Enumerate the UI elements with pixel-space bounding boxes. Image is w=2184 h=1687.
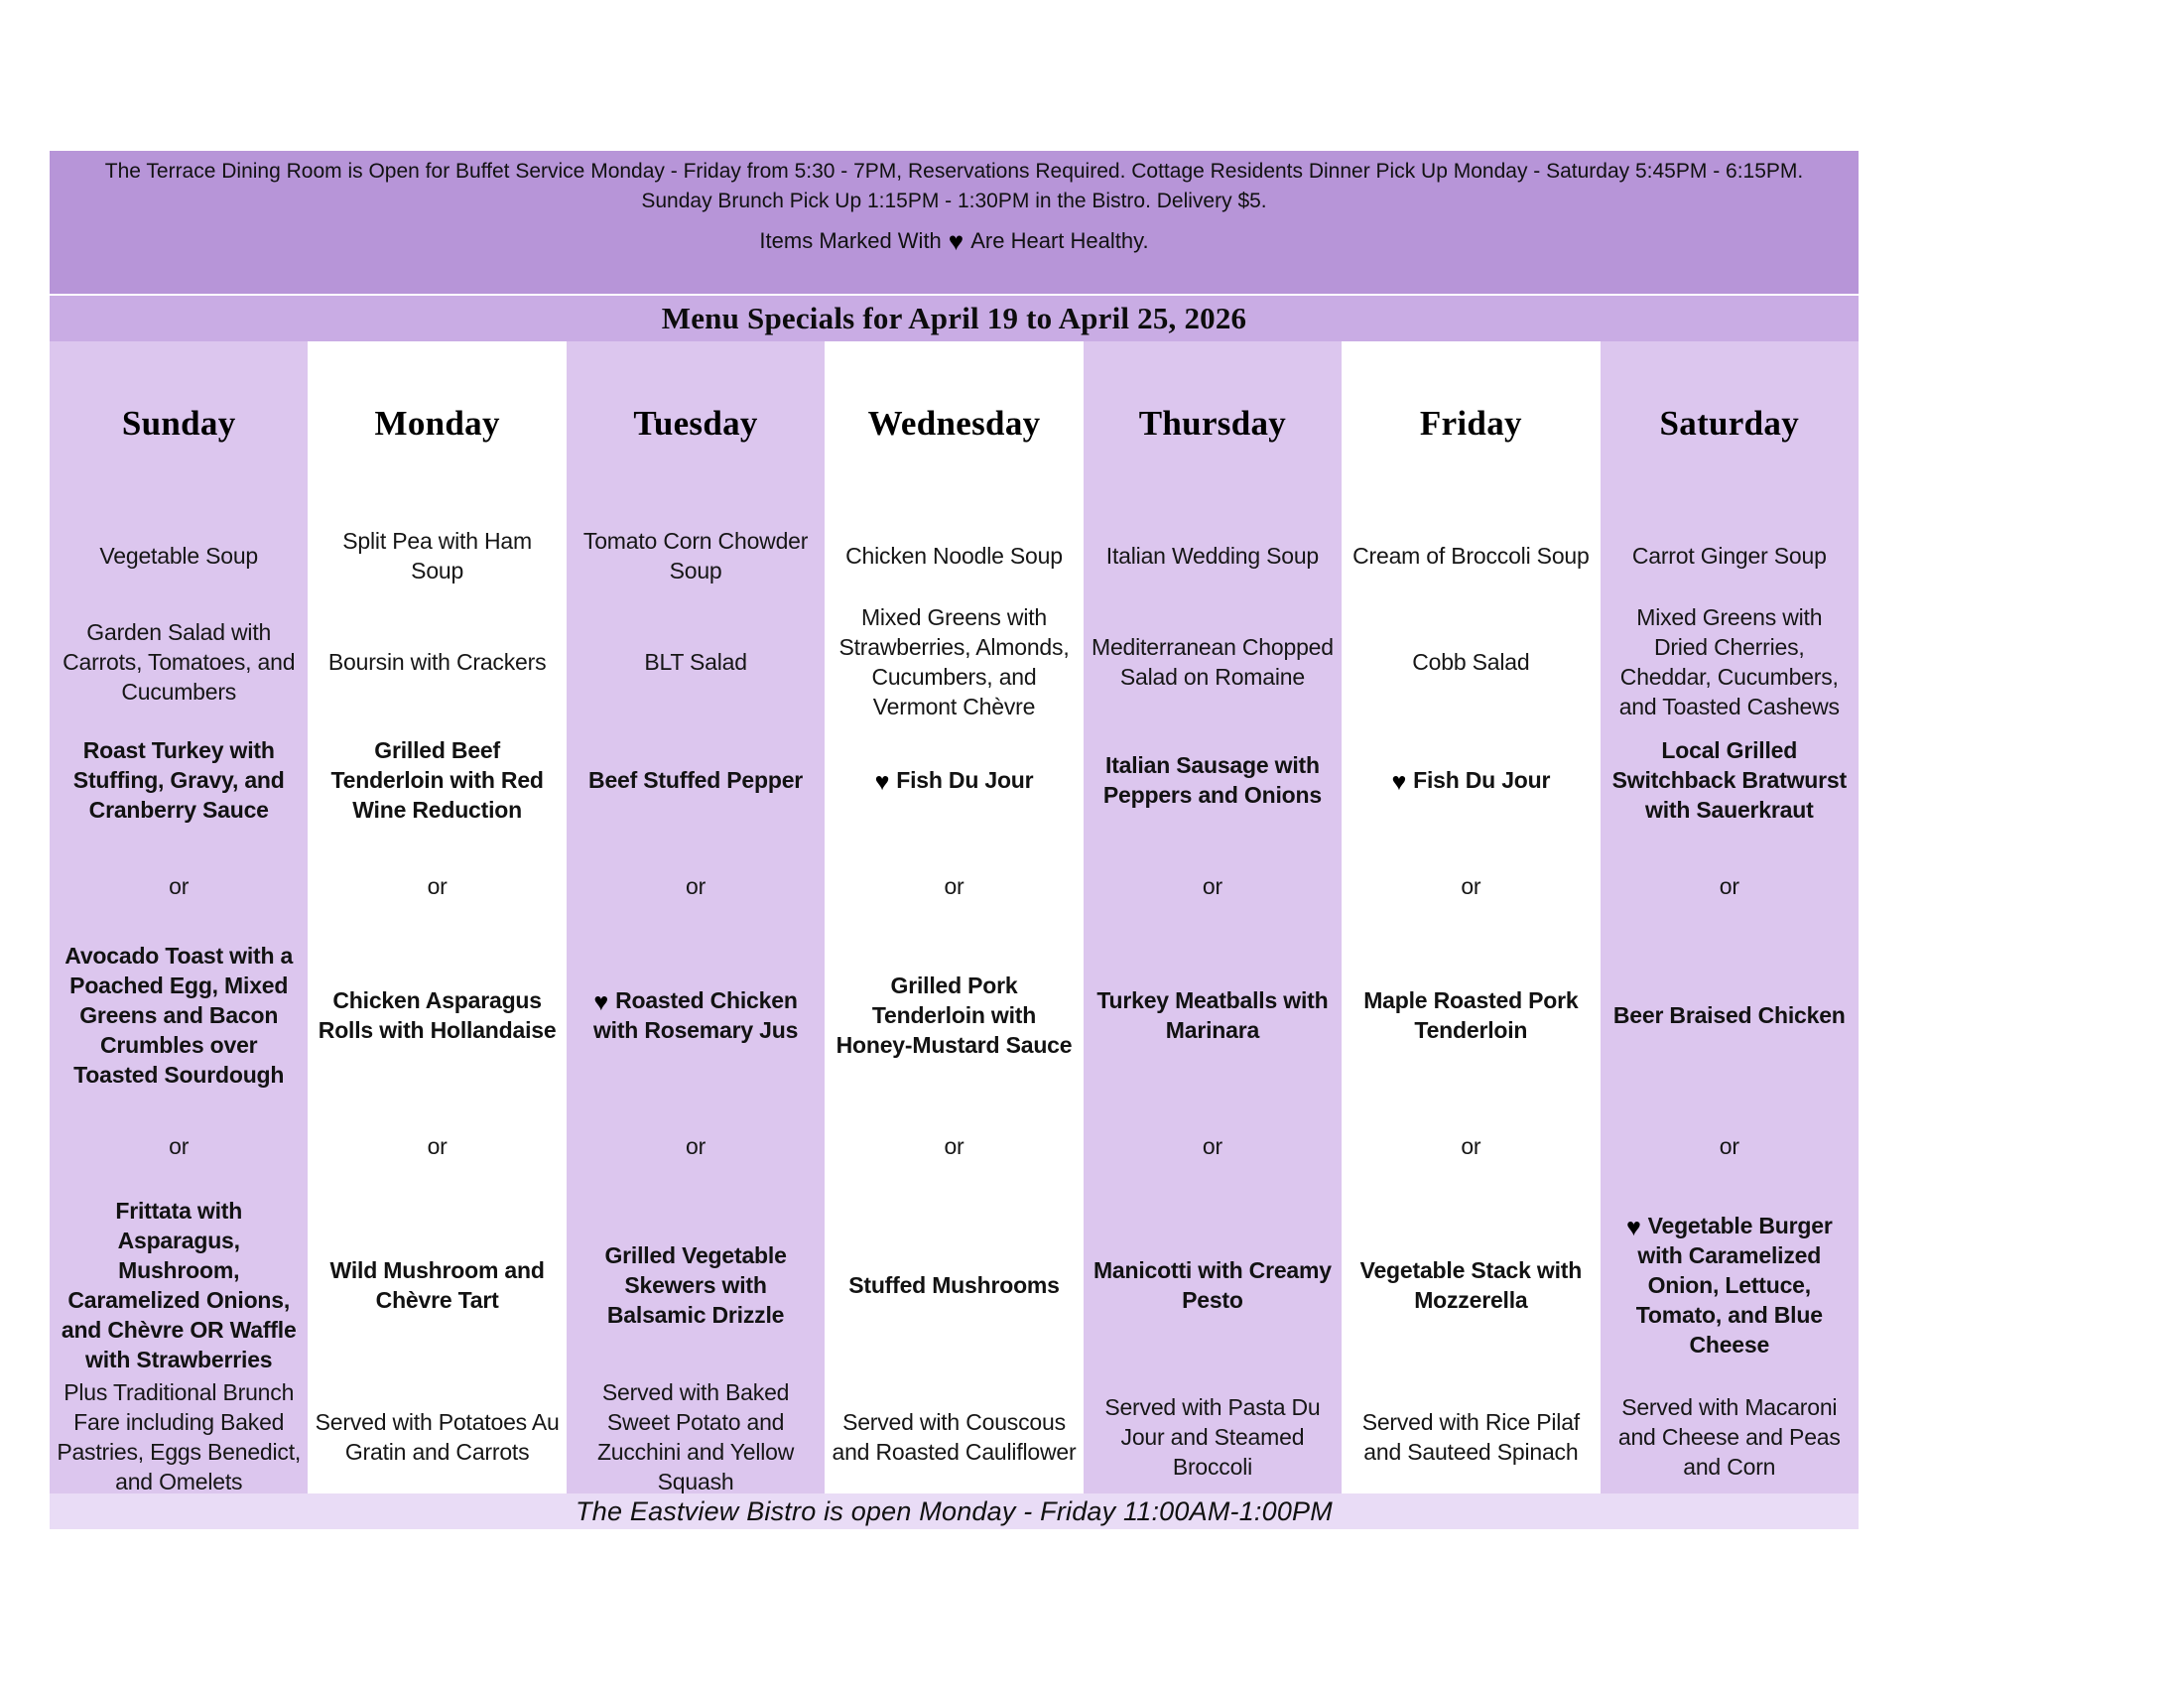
entree1-item: Italian Sausage with Peppers and Onions: [1102, 752, 1322, 808]
day-header: Thursday: [1138, 404, 1287, 443]
day-header: Tuesday: [633, 404, 758, 443]
or-label: or: [1202, 873, 1222, 899]
entree1-item: Local Grilled Switchback Bratwurst with Sauerkraut: [1611, 737, 1847, 823]
entree1-item: Beef Stuffed Pepper: [588, 767, 804, 793]
column-tuesday: [567, 341, 825, 1495]
entree2-item: Grilled Pork Tenderloin with Honey-Mustard Sauce: [835, 973, 1073, 1058]
soup-item: Carrot Ginger Soup: [1631, 543, 1827, 569]
salad-item: Mixed Greens with Dried Cherries, Cheddar, Cucumbers, and Toasted Cashews: [1618, 604, 1840, 719]
soup-item: Chicken Noodle Soup: [845, 543, 1063, 569]
salad-item: Mixed Greens with Strawberries, Almonds, Cucumbers, and Vermont Chèvre: [838, 604, 1070, 719]
entree3-item: [1601, 1193, 1859, 1377]
entree1-text: Fish Du Jour: [896, 767, 1034, 793]
column-wednesday: [825, 341, 1083, 1495]
entree3-item: Vegetable Stack with Mozzerella: [1359, 1257, 1583, 1313]
or-label: or: [1719, 1133, 1739, 1159]
or-label: or: [1461, 873, 1481, 899]
entree1-item: [825, 718, 1083, 842]
or-label: or: [944, 873, 964, 899]
sides-item: Served with Rice Pilaf and Sauteed Spinach: [1361, 1408, 1580, 1465]
soup-item: Italian Wedding Soup: [1105, 543, 1320, 569]
title-band: [50, 296, 1859, 341]
salad-item: Boursin with Crackers: [327, 649, 547, 675]
entree3-item: Wild Mushroom and Chèvre Tart: [329, 1257, 545, 1313]
column-friday: [1342, 341, 1600, 1495]
bistro-hours-note: The Eastview Bistro is open Monday - Friday 11:00AM-1:00PM: [576, 1495, 1333, 1526]
sides-item: Plus Traditional Brunch Fare including Baked Pastries, Eggs Benedict, and Omelets: [57, 1378, 302, 1494]
or-label: or: [686, 873, 707, 899]
info-banner: [50, 151, 1859, 294]
entree1-item: Roast Turkey with Stuffing, Gravy, and Cranberry Sauce: [72, 737, 285, 823]
heart-icon: ♥: [948, 226, 964, 256]
sides-item: Served with Couscous and Roasted Cauliflower: [832, 1408, 1077, 1465]
day-header: Wednesday: [867, 404, 1041, 443]
sides-item: Served with Pasta Du Jour and Steamed Broccoli: [1104, 1393, 1321, 1480]
soup-item: Cream of Broccoli Soup: [1352, 543, 1590, 569]
sides-item: Served with Macaroni and Cheese and Peas and Corn: [1617, 1393, 1841, 1480]
footer-band: [50, 1493, 1859, 1529]
banner-line-heart-note: [50, 226, 1859, 256]
soup-item: Vegetable Soup: [99, 543, 259, 569]
salad-item: Mediterranean Chopped Salad on Romaine: [1091, 634, 1334, 690]
salad-item: Garden Salad with Carrots, Tomatoes, and Cucumbers: [63, 619, 296, 705]
entree2-item: Beer Braised Chicken: [1612, 1002, 1846, 1028]
or-label: or: [686, 1133, 707, 1159]
page-title: Menu Specials for April 19 to April 25, 2026: [661, 301, 1247, 335]
or-label: or: [427, 873, 448, 899]
entree3-item: Manicotti with Creamy Pesto: [1092, 1257, 1332, 1313]
entree2-item: Avocado Toast with a Poached Egg, Mixed Greens and Bacon Crumbles over Toasted Sourdough: [64, 943, 294, 1088]
entree2-item: Maple Roasted Pork Tenderloin: [1363, 987, 1579, 1043]
day-header: Sunday: [121, 404, 236, 443]
entree2-item: Turkey Meatballs with Marinara: [1096, 987, 1329, 1043]
or-label: or: [1461, 1133, 1481, 1159]
column-sunday: [50, 341, 308, 1495]
soup-item: Split Pea with Ham Soup: [342, 528, 532, 584]
entree3-item: Stuffed Mushrooms: [848, 1272, 1060, 1298]
heart-note-suffix: Are Heart Healthy.: [970, 228, 1149, 253]
day-header: Monday: [374, 404, 500, 443]
sides-item: Served with Potatoes Au Gratin and Carrots: [315, 1408, 560, 1465]
or-label: or: [1202, 1133, 1222, 1159]
heart-icon: ♥: [593, 988, 609, 1016]
heart-icon: ♥: [1391, 768, 1407, 796]
entree1-item: Grilled Beef Tenderloin with Red Wine Reduction: [330, 737, 544, 823]
day-header: Saturday: [1659, 404, 1800, 443]
entree1-item: [1342, 718, 1600, 842]
menu-grid: [50, 341, 1859, 1495]
entree3-text: Vegetable Burger with Caramelized Onion, Lettuce, Tomato, and Blue Cheese: [1635, 1213, 1833, 1358]
heart-note-prefix: Items Marked With: [759, 228, 942, 253]
or-label: or: [427, 1133, 448, 1159]
entree3-item: Grilled Vegetable Skewers with Balsamic Drizzle: [604, 1242, 787, 1328]
column-saturday: [1601, 341, 1859, 1495]
heart-icon: ♥: [874, 768, 890, 796]
banner-line-brunch: Sunday Brunch Pick Up 1:15PM - 1:30PM in the Bistro. Delivery $5.: [641, 190, 1267, 212]
entree2-text: Roasted Chicken with Rosemary Jus: [592, 987, 799, 1043]
banner-line-hours: The Terrace Dining Room is Open for Buffet Service Monday - Friday from 5:30 - 7PM, Reservations Required. Cottage Residents Dinner Pick Up Monday - Saturday 5:45PM - 6:15PM.: [104, 160, 1804, 183]
entree2-item: Chicken Asparagus Rolls with Hollandaise: [318, 987, 557, 1043]
or-label: or: [944, 1133, 964, 1159]
entree2-item: [567, 931, 825, 1100]
or-label: or: [169, 873, 190, 899]
salad-item: Cobb Salad: [1412, 649, 1530, 675]
entree1-text: Fish Du Jour: [1413, 767, 1551, 793]
column-monday: [308, 341, 566, 1495]
day-header: Friday: [1419, 404, 1522, 443]
heart-icon: ♥: [1625, 1214, 1641, 1241]
sides-item: Served with Baked Sweet Potato and Zucchini and Yellow Squash: [596, 1378, 795, 1494]
soup-item: Tomato Corn Chowder Soup: [582, 528, 809, 584]
column-thursday: [1084, 341, 1342, 1495]
entree3-item: Frittata with Asparagus, Mushroom, Caramelized Onions, and Chèvre OR Waffle with Strawberries: [61, 1198, 297, 1372]
or-label: or: [169, 1133, 190, 1159]
salad-item: BLT Salad: [644, 649, 747, 675]
or-label: or: [1719, 873, 1739, 899]
